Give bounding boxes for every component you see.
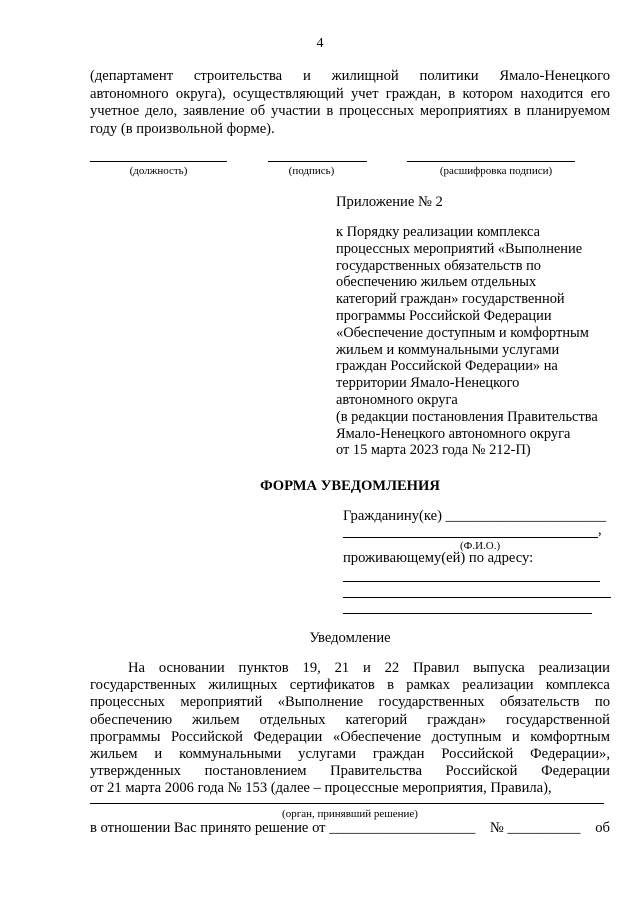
intro-line: году (в произвольной форме).	[90, 120, 275, 137]
body-word: услугами	[298, 746, 357, 763]
body-word: Федерации	[253, 728, 323, 745]
intro-line: (департамент строительства и жилищной политики Ямало-Ненецкого	[90, 68, 610, 84]
body-word: отдельных	[259, 711, 326, 728]
body-word: жильем	[192, 711, 240, 728]
body-word: жилищных	[208, 677, 278, 694]
body-word: сертификатов	[289, 677, 375, 694]
position-label: (должность)	[129, 165, 188, 177]
body-word: реализации	[538, 660, 610, 676]
body-word: «Обеспечение	[332, 728, 422, 745]
body-word: Правил	[413, 660, 460, 676]
body-word: коммунальными	[179, 746, 282, 763]
body-word: граждан	[372, 746, 425, 763]
annex-line: территории Ямало-Ненецкого	[336, 375, 520, 392]
body-word: обязательств	[499, 694, 580, 711]
body-word: государственной	[505, 711, 610, 728]
body-word: в	[387, 677, 394, 694]
address-line	[343, 613, 592, 614]
body-line	[90, 677, 610, 694]
annex-line: жильем и коммунальными услугами	[336, 341, 560, 358]
body-word: выпуска	[473, 660, 525, 676]
body-word: и	[154, 746, 163, 763]
decryption-label: (расшифровка подписи)	[439, 165, 553, 177]
body-word: и	[362, 660, 371, 676]
body-word: по	[594, 694, 610, 711]
body-word: доступным	[431, 728, 502, 745]
body-word: Российской	[170, 728, 243, 745]
body-line: от 21 марта 2006 года № 153 (далее – процессные мероприятия, Правила),	[90, 780, 552, 797]
body-word: программы	[90, 728, 161, 745]
fio-label: (Ф.И.О.)	[460, 540, 501, 552]
decryption-line	[407, 161, 575, 162]
signature-label: (подпись)	[288, 165, 335, 177]
page-number: 4	[316, 36, 324, 51]
annex-line: от 15 марта 2023 года № 212-П)	[336, 442, 531, 459]
form-title: ФОРМА УВЕДОМЛЕНИЯ	[260, 478, 440, 494]
body-word: Российской	[445, 763, 518, 780]
body-word: Федерации	[541, 763, 610, 780]
body-word: 21	[334, 660, 350, 676]
body-word: «Выполнение	[277, 694, 364, 711]
body-word: Правительства	[330, 763, 422, 780]
notice-body	[90, 660, 610, 798]
citizen-label: Гражданину(ке) ______________________	[343, 508, 607, 524]
body-word: процессных	[90, 694, 165, 711]
body-word: основании	[158, 660, 225, 676]
body-word: Российской	[441, 746, 514, 763]
residing-label: проживающему(ей) по адресу:	[343, 550, 534, 566]
body-word: категорий	[345, 711, 408, 728]
signature-line	[268, 161, 367, 162]
intro-line: учетное дело, заявление об участии в процессных мероприятиях в планируемом	[90, 103, 610, 120]
body-word: обеспечению	[90, 711, 173, 728]
annex-title: Приложение № 2	[336, 194, 443, 210]
body-word: комплекса	[545, 677, 610, 694]
annex-line: процессных мероприятий «Выполнение	[336, 240, 583, 257]
organ-line	[90, 803, 604, 804]
annex-line: (в редакции постановления Правительства	[336, 408, 598, 425]
annex-line: программы Российской Федерации	[336, 307, 552, 324]
body-word: жильем	[90, 746, 138, 763]
notice-title: Уведомление	[309, 630, 391, 646]
organ-label: (орган, принявший решение)	[282, 808, 418, 820]
decision-date-text: в отношении Вас принято решение от ____________________	[90, 820, 476, 836]
body-word: Федерации»,	[530, 746, 610, 763]
body-line	[90, 729, 610, 746]
body-word: государственных	[90, 677, 197, 694]
body-word: реализации	[462, 677, 534, 694]
address-line	[343, 597, 611, 598]
annex-line: обеспечению жильем отдельных	[336, 274, 537, 291]
body-word: 22	[384, 660, 400, 676]
body-word: рамках	[406, 677, 450, 694]
body-word: государственных	[378, 694, 485, 711]
body-line	[90, 746, 610, 763]
annex-line: категорий граждан» государственной	[336, 291, 565, 308]
body-line	[90, 763, 610, 780]
body-word: На	[128, 660, 146, 676]
annex-line: Ямало-Ненецкого автономного округа	[336, 425, 571, 442]
body-word: и	[511, 728, 520, 745]
intro-paragraph	[90, 68, 610, 138]
body-word: постановлением	[204, 763, 307, 780]
annex-line: граждан Российской Федерации» на	[336, 358, 558, 375]
position-line	[90, 161, 227, 162]
body-line	[90, 660, 610, 677]
body-word: утвержденных	[90, 763, 181, 780]
annex-line: автономного округа	[336, 391, 458, 408]
body-line	[90, 712, 610, 729]
decision-about-text: об	[595, 820, 610, 836]
annex-line: государственных обязательств по	[336, 257, 541, 274]
body-word: граждан»	[427, 711, 486, 728]
body-line	[90, 694, 610, 711]
annex-line: к Порядку реализации комплекса	[336, 224, 540, 240]
body-word: пунктов	[238, 660, 289, 676]
body-word: мероприятий	[180, 694, 263, 711]
decision-number-text: № __________	[489, 820, 581, 836]
annex-line: «Обеспечение доступным и комфортным	[336, 324, 589, 341]
annex-body	[336, 224, 616, 459]
decision-line	[90, 820, 610, 837]
body-word: 19,	[302, 660, 321, 676]
fio-line-end: ,	[598, 522, 602, 538]
intro-line: автономного округа), осуществляющий учет граждан, в котором находится его	[90, 85, 610, 102]
address-line	[343, 581, 600, 582]
body-word: комфортным	[530, 728, 610, 745]
fio-line	[343, 537, 598, 538]
